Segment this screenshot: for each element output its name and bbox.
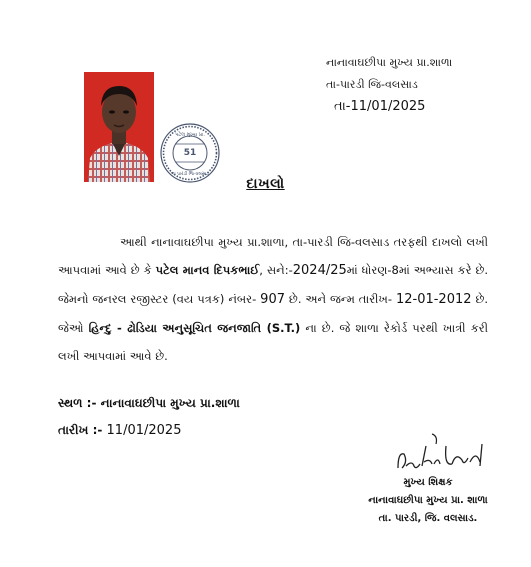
certificate-body <box>58 228 488 370</box>
header-school-name: નાનાવાઘછીપા મુખ્ય પ્રા.શાળા <box>326 56 453 69</box>
date-line <box>58 423 181 438</box>
student-name: પટેલ માનવ દિપકભાઈ <box>155 263 260 277</box>
date-of-birth: 12-01-2012 <box>395 292 472 307</box>
seal-middle-text: 51 <box>183 148 197 158</box>
school-header <box>326 52 526 118</box>
signatory-role: મુખ્ય શિક્ષક <box>403 477 453 488</box>
caste-category: હિન્દુ - ઢોડિયા અનુસૂચિત જનજાતિ (S.T.) <box>88 321 301 335</box>
certificate-title: દાખલો <box>246 176 285 192</box>
body-text-6: ના છે. જે શાળા રેકોર્ડ પરથી ખાત્રી કરી લખી આપવામાં આવે છે. <box>58 321 488 363</box>
place-label: સ્થળ :- <box>58 396 101 410</box>
body-text-3: માં ધોરણ-8માં અભ્યાસ કરે છે. જેમનો જનરલ રજીસ્ટર (વય પત્રક) નંબર- <box>58 263 489 306</box>
signature-block <box>358 474 498 528</box>
date-label: તારીખ :- <box>58 423 107 437</box>
header-date: તા-11/01/2025 <box>334 99 426 114</box>
seal-top-text: પટેલ મુખ્ય પ્રા. <box>175 132 205 138</box>
academic-year: 2024/25 <box>292 263 347 278</box>
register-number: 907 <box>260 292 285 307</box>
place-line <box>58 396 240 411</box>
body-text-4: છે. અને જન્મ તારીખ- <box>285 292 396 306</box>
body-text-5: છે. જેઓ <box>58 292 489 335</box>
date-value: 11/01/2025 <box>106 423 182 438</box>
seal-bottom-text: ભા પારડી જિ-વલસાડ <box>171 172 209 177</box>
school-seal <box>159 122 221 184</box>
place-value: નાનાવાઘછીપા મુખ્ય પ્રા.શાળા <box>100 396 240 410</box>
header-location: તા-પારડી જિ-વલસાડ <box>326 78 418 91</box>
student-photo <box>84 72 154 182</box>
body-intro: આથી નાનાવાઘછીપા મુખ્ય પ્રા.શાળા, તા-પારડી જિ-વલસાડ તરફથી દાખલો લખી આપવામાં આવે છે કે <box>58 235 488 277</box>
signatory-location: તા. પારડી, જિ. વલસાડ. <box>378 513 478 524</box>
body-text-2: , સને:- <box>259 263 293 277</box>
signatory-school: નાનાવાઘછીપા મુખ્ય પ્રા. શાળા <box>368 495 488 506</box>
handwritten-signature <box>392 432 492 476</box>
